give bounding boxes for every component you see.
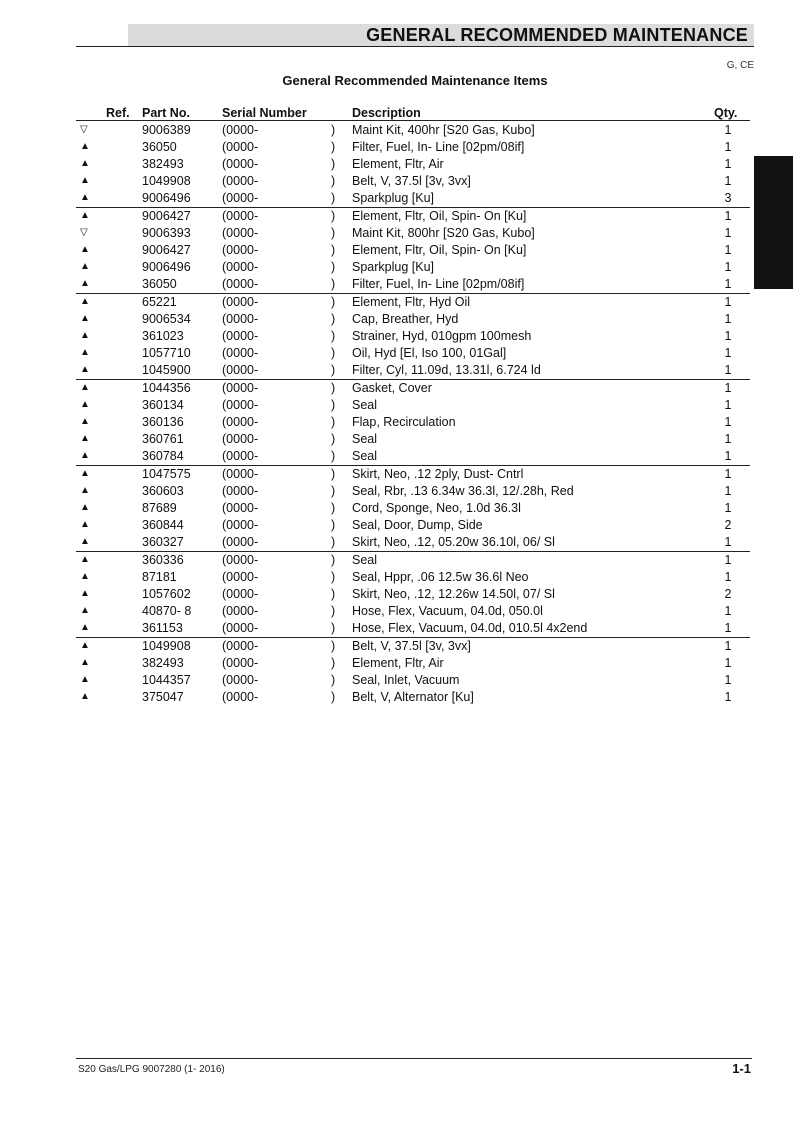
description: Element, Fltr, Air (352, 157, 444, 171)
serial-close-paren: ) (331, 191, 336, 205)
serial-number: (0000- (222, 415, 259, 429)
table-row (0, 139, 793, 156)
part-number: 1049908 (142, 174, 191, 188)
description: Seal (352, 398, 378, 412)
table-row (0, 173, 793, 190)
part-number: 382493 (142, 656, 184, 670)
description: Skirt, Neo, .12, 12.26w 14.50l, 07/ Sl (352, 587, 555, 601)
part-number: 375047 (142, 690, 184, 704)
header-rule (76, 120, 750, 121)
serial-number: (0000- (222, 467, 259, 481)
table-row (0, 414, 793, 431)
filled-triangle-marker-icon: ▲ (80, 175, 90, 186)
table-row (76, 637, 750, 655)
quantity: 1 (724, 656, 732, 670)
serial-number: (0000- (222, 140, 259, 154)
description: Filter, Fuel, In- Line [02pm/08if] (352, 140, 525, 154)
parts-table (0, 122, 793, 706)
filled-triangle-marker-icon: ▲ (80, 691, 90, 702)
filled-triangle-marker-icon: ▲ (80, 502, 90, 513)
serial-close-paren: ) (331, 553, 336, 567)
table-row (0, 517, 793, 534)
serial-close-paren: ) (331, 501, 336, 515)
table-row (0, 225, 793, 242)
part-number: 382493 (142, 157, 184, 171)
part-number: 9006496 (142, 191, 191, 205)
serial-close-paren: ) (331, 157, 336, 171)
description: Hose, Flex, Vacuum, 04.0d, 050.0l (352, 604, 543, 618)
part-number: 360327 (142, 535, 184, 549)
filled-triangle-marker-icon: ▲ (80, 485, 90, 496)
table-row (0, 345, 793, 362)
quantity: 2 (724, 518, 732, 532)
serial-number: (0000- (222, 587, 259, 601)
serial-number: (0000- (222, 295, 259, 309)
quantity: 1 (724, 329, 732, 343)
table-row (0, 603, 793, 620)
serial-close-paren: ) (331, 174, 336, 188)
quantity: 1 (724, 432, 732, 446)
quantity: 1 (724, 639, 732, 653)
serial-number: (0000- (222, 621, 259, 635)
part-number: 1049908 (142, 639, 191, 653)
table-row (0, 397, 793, 414)
quantity: 1 (724, 415, 732, 429)
serial-number: (0000- (222, 570, 259, 584)
description: Seal, Hppr, .06 12.5w 36.6l Neo (352, 570, 529, 584)
table-row (76, 207, 750, 225)
table-row (0, 362, 793, 379)
serial-close-paren: ) (331, 656, 336, 670)
filled-triangle-marker-icon: ▲ (80, 622, 90, 633)
description: Element, Fltr, Oil, Spin- On [Ku] (352, 243, 527, 257)
open-triangle-marker-icon: ▽ (80, 124, 88, 135)
quantity: 1 (724, 467, 732, 481)
filled-triangle-marker-icon: ▲ (80, 278, 90, 289)
table-row (0, 655, 793, 672)
table-row (0, 328, 793, 345)
description: Element, Fltr, Oil, Spin- On [Ku] (352, 209, 527, 223)
serial-close-paren: ) (331, 398, 336, 412)
filled-triangle-marker-icon: ▲ (80, 347, 90, 358)
description: Skirt, Neo, .12, 05.20w 36.10l, 06/ Sl (352, 535, 555, 549)
part-number: 65221 (142, 295, 177, 309)
part-number: 360336 (142, 553, 184, 567)
description: Belt, V, 37.5l [3v, 3vx] (352, 639, 471, 653)
table-row (76, 551, 750, 569)
serial-close-paren: ) (331, 295, 336, 309)
part-number: 87689 (142, 501, 177, 515)
serial-close-paren: ) (331, 415, 336, 429)
serial-number: (0000- (222, 501, 259, 515)
filled-triangle-marker-icon: ▲ (80, 416, 90, 427)
part-number: 9006389 (142, 123, 191, 137)
quantity: 1 (724, 449, 732, 463)
title-banner (128, 24, 754, 46)
table-row (0, 689, 793, 706)
filled-triangle-marker-icon: ▲ (80, 657, 90, 668)
filled-triangle-marker-icon: ▲ (80, 244, 90, 255)
serial-close-paren: ) (331, 621, 336, 635)
quantity: 1 (724, 484, 732, 498)
table-row (76, 293, 750, 311)
quantity: 1 (724, 690, 732, 704)
part-number: 9006534 (142, 312, 191, 326)
serial-close-paren: ) (331, 140, 336, 154)
serial-number: (0000- (222, 484, 259, 498)
part-number: 36050 (142, 140, 177, 154)
description: Gasket, Cover (352, 381, 432, 395)
serial-close-paren: ) (331, 277, 336, 291)
quantity: 1 (724, 277, 732, 291)
filled-triangle-marker-icon: ▲ (80, 536, 90, 547)
serial-number: (0000- (222, 277, 259, 291)
table-row (0, 620, 793, 637)
quantity: 1 (724, 501, 732, 515)
part-number: 87181 (142, 570, 177, 584)
quantity: 1 (724, 553, 732, 567)
serial-number: (0000- (222, 157, 259, 171)
filled-triangle-marker-icon: ▲ (80, 210, 90, 221)
serial-number: (0000- (222, 243, 259, 257)
serial-close-paren: ) (331, 363, 336, 377)
serial-number: (0000- (222, 673, 259, 687)
table-row (0, 242, 793, 259)
serial-close-paren: ) (331, 312, 336, 326)
table-row (0, 259, 793, 276)
table-row (0, 311, 793, 328)
description: Seal (352, 449, 378, 463)
part-number: 9006496 (142, 260, 191, 274)
serial-close-paren: ) (331, 690, 336, 704)
part-number: 360134 (142, 398, 184, 412)
part-number: 1057710 (142, 346, 191, 360)
serial-close-paren: ) (331, 346, 336, 360)
part-number: 9006393 (142, 226, 191, 240)
description: Seal, Inlet, Vacuum (352, 673, 460, 687)
part-number: 1044356 (142, 381, 191, 395)
serial-close-paren: ) (331, 484, 336, 498)
page-title: GENERAL RECOMMENDED MAINTENANCE (366, 25, 748, 45)
filled-triangle-marker-icon: ▲ (80, 382, 90, 393)
filled-triangle-marker-icon: ▲ (80, 313, 90, 324)
quantity: 3 (724, 191, 732, 205)
quantity: 1 (724, 243, 732, 257)
serial-number: (0000- (222, 449, 259, 463)
filled-triangle-marker-icon: ▲ (80, 296, 90, 307)
serial-number: (0000- (222, 690, 259, 704)
filled-triangle-marker-icon: ▲ (80, 158, 90, 169)
serial-close-paren: ) (331, 639, 336, 653)
quantity: 1 (724, 621, 732, 635)
part-number: 36050 (142, 277, 177, 291)
serial-close-paren: ) (331, 226, 336, 240)
quantity: 1 (724, 363, 732, 377)
description: Belt, V, 37.5l [3v, 3vx] (352, 174, 471, 188)
serial-close-paren: ) (331, 467, 336, 481)
description: Element, Fltr, Hyd Oil (352, 295, 471, 309)
quantity: 1 (724, 226, 732, 240)
footer-doc-ref: S20 Gas/LPG 9007280 (1- 2016) (78, 1064, 225, 1075)
serial-number: (0000- (222, 656, 259, 670)
serial-close-paren: ) (331, 587, 336, 601)
filled-triangle-marker-icon: ▲ (80, 640, 90, 651)
col-header-description: Description (352, 106, 421, 120)
title-rule (76, 46, 754, 47)
serial-number: (0000- (222, 363, 259, 377)
part-number: 360136 (142, 415, 184, 429)
filled-triangle-marker-icon: ▲ (80, 571, 90, 582)
description: Maint Kit, 400hr [S20 Gas, Kubo] (352, 123, 535, 137)
filled-triangle-marker-icon: ▲ (80, 519, 90, 530)
quantity: 1 (724, 673, 732, 687)
serial-close-paren: ) (331, 518, 336, 532)
serial-close-paren: ) (331, 123, 336, 137)
quantity: 1 (724, 295, 732, 309)
description: Belt, V, Alternator [Ku] (352, 690, 474, 704)
part-number: 1044357 (142, 673, 191, 687)
table-row (0, 190, 793, 207)
serial-close-paren: ) (331, 243, 336, 257)
part-number: 360603 (142, 484, 184, 498)
part-number: 9006427 (142, 243, 191, 257)
part-number: 360784 (142, 449, 184, 463)
filled-triangle-marker-icon: ▲ (80, 450, 90, 461)
table-row (0, 500, 793, 517)
filled-triangle-marker-icon: ▲ (80, 261, 90, 272)
description: Maint Kit, 800hr [S20 Gas, Kubo] (352, 226, 535, 240)
serial-number: (0000- (222, 174, 259, 188)
part-number: 360761 (142, 432, 184, 446)
table-row (0, 276, 793, 293)
serial-number: (0000- (222, 518, 259, 532)
filled-triangle-marker-icon: ▲ (80, 141, 90, 152)
quantity: 1 (724, 398, 732, 412)
description: Seal (352, 432, 378, 446)
quantity: 1 (724, 260, 732, 274)
section-subtitle: General Recommended Maintenance Items (282, 73, 548, 88)
part-number: 1057602 (142, 587, 191, 601)
open-triangle-marker-icon: ▽ (80, 227, 88, 238)
quantity: 1 (724, 346, 732, 360)
table-row (0, 569, 793, 586)
description: Seal, Rbr, .13 6.34w 36.3l, 12/.28h, Red (352, 484, 574, 498)
serial-close-paren: ) (331, 449, 336, 463)
description: Oil, Hyd [El, Iso 100, 01Gal] (352, 346, 507, 360)
table-row (0, 431, 793, 448)
description: Cap, Breather, Hyd (352, 312, 459, 326)
quantity: 1 (724, 123, 732, 137)
quantity: 1 (724, 140, 732, 154)
serial-number: (0000- (222, 432, 259, 446)
quantity: 1 (724, 381, 732, 395)
filled-triangle-marker-icon: ▲ (80, 399, 90, 410)
table-row (76, 465, 750, 483)
serial-number: (0000- (222, 260, 259, 274)
serial-close-paren: ) (331, 604, 336, 618)
description: Skirt, Neo, .12 2ply, Dust- Cntrl (352, 467, 524, 481)
description: Sparkplug [Ku] (352, 260, 434, 274)
filled-triangle-marker-icon: ▲ (80, 468, 90, 479)
part-number: 1045900 (142, 363, 191, 377)
serial-number: (0000- (222, 639, 259, 653)
table-row (0, 534, 793, 551)
col-header-ref: Ref. (106, 106, 130, 120)
table-row (0, 122, 793, 139)
serial-number: (0000- (222, 398, 259, 412)
part-number: 360844 (142, 518, 184, 532)
serial-number: (0000- (222, 191, 259, 205)
serial-close-paren: ) (331, 329, 336, 343)
filled-triangle-marker-icon: ▲ (80, 192, 90, 203)
description: Filter, Cyl, 11.09d, 13.31l, 6.724 ld (352, 363, 541, 377)
serial-number: (0000- (222, 329, 259, 343)
part-number: 361153 (142, 621, 183, 635)
quantity: 1 (724, 604, 732, 618)
quantity: 1 (724, 312, 732, 326)
filled-triangle-marker-icon: ▲ (80, 588, 90, 599)
description: Hose, Flex, Vacuum, 04.0d, 010.5l 4x2end (352, 621, 588, 635)
description: Sparkplug [Ku] (352, 191, 434, 205)
part-number: 40870- 8 (142, 604, 192, 618)
quantity: 2 (724, 587, 732, 601)
serial-close-paren: ) (331, 570, 336, 584)
part-number: 361023 (142, 329, 184, 343)
quantity: 1 (724, 157, 732, 171)
quantity: 1 (724, 570, 732, 584)
filled-triangle-marker-icon: ▲ (80, 554, 90, 565)
description: Cord, Sponge, Neo, 1.0d 36.3l (352, 501, 521, 515)
description: Seal, Door, Dump, Side (352, 518, 483, 532)
serial-close-paren: ) (331, 673, 336, 687)
serial-number: (0000- (222, 226, 259, 240)
quantity: 1 (724, 535, 732, 549)
col-header-qty: Qty. (714, 106, 738, 120)
part-number: 9006427 (142, 209, 191, 223)
filled-triangle-marker-icon: ▲ (80, 364, 90, 375)
table-row (0, 483, 793, 500)
col-header-part: Part No. (142, 106, 190, 120)
serial-number: (0000- (222, 553, 259, 567)
table-row (76, 379, 750, 397)
table-row (0, 586, 793, 603)
description: Strainer, Hyd, 010gpm 100mesh (352, 329, 532, 343)
serial-number: (0000- (222, 123, 259, 137)
footer-page-number: 1-1 (732, 1061, 751, 1076)
col-header-serial: Serial Number (222, 106, 307, 120)
serial-number: (0000- (222, 312, 259, 326)
footer-rule (76, 1058, 752, 1059)
table-row (0, 448, 793, 465)
serial-number: (0000- (222, 381, 259, 395)
serial-close-paren: ) (331, 209, 336, 223)
serial-close-paren: ) (331, 535, 336, 549)
table-row (0, 672, 793, 689)
serial-number: (0000- (222, 535, 259, 549)
filled-triangle-marker-icon: ▲ (80, 605, 90, 616)
edition-code: G, CE (726, 60, 754, 71)
quantity: 1 (724, 174, 732, 188)
serial-number: (0000- (222, 346, 259, 360)
table-row (0, 156, 793, 173)
description: Element, Fltr, Air (352, 656, 444, 670)
filled-triangle-marker-icon: ▲ (80, 433, 90, 444)
serial-number: (0000- (222, 209, 259, 223)
serial-close-paren: ) (331, 381, 336, 395)
quantity: 1 (724, 209, 732, 223)
description: Flap, Recirculation (352, 415, 456, 429)
filled-triangle-marker-icon: ▲ (80, 330, 90, 341)
description: Seal (352, 553, 378, 567)
filled-triangle-marker-icon: ▲ (80, 674, 90, 685)
serial-close-paren: ) (331, 260, 336, 274)
serial-close-paren: ) (331, 432, 336, 446)
serial-number: (0000- (222, 604, 259, 618)
description: Filter, Fuel, In- Line [02pm/08if] (352, 277, 525, 291)
part-number: 1047575 (142, 467, 191, 481)
